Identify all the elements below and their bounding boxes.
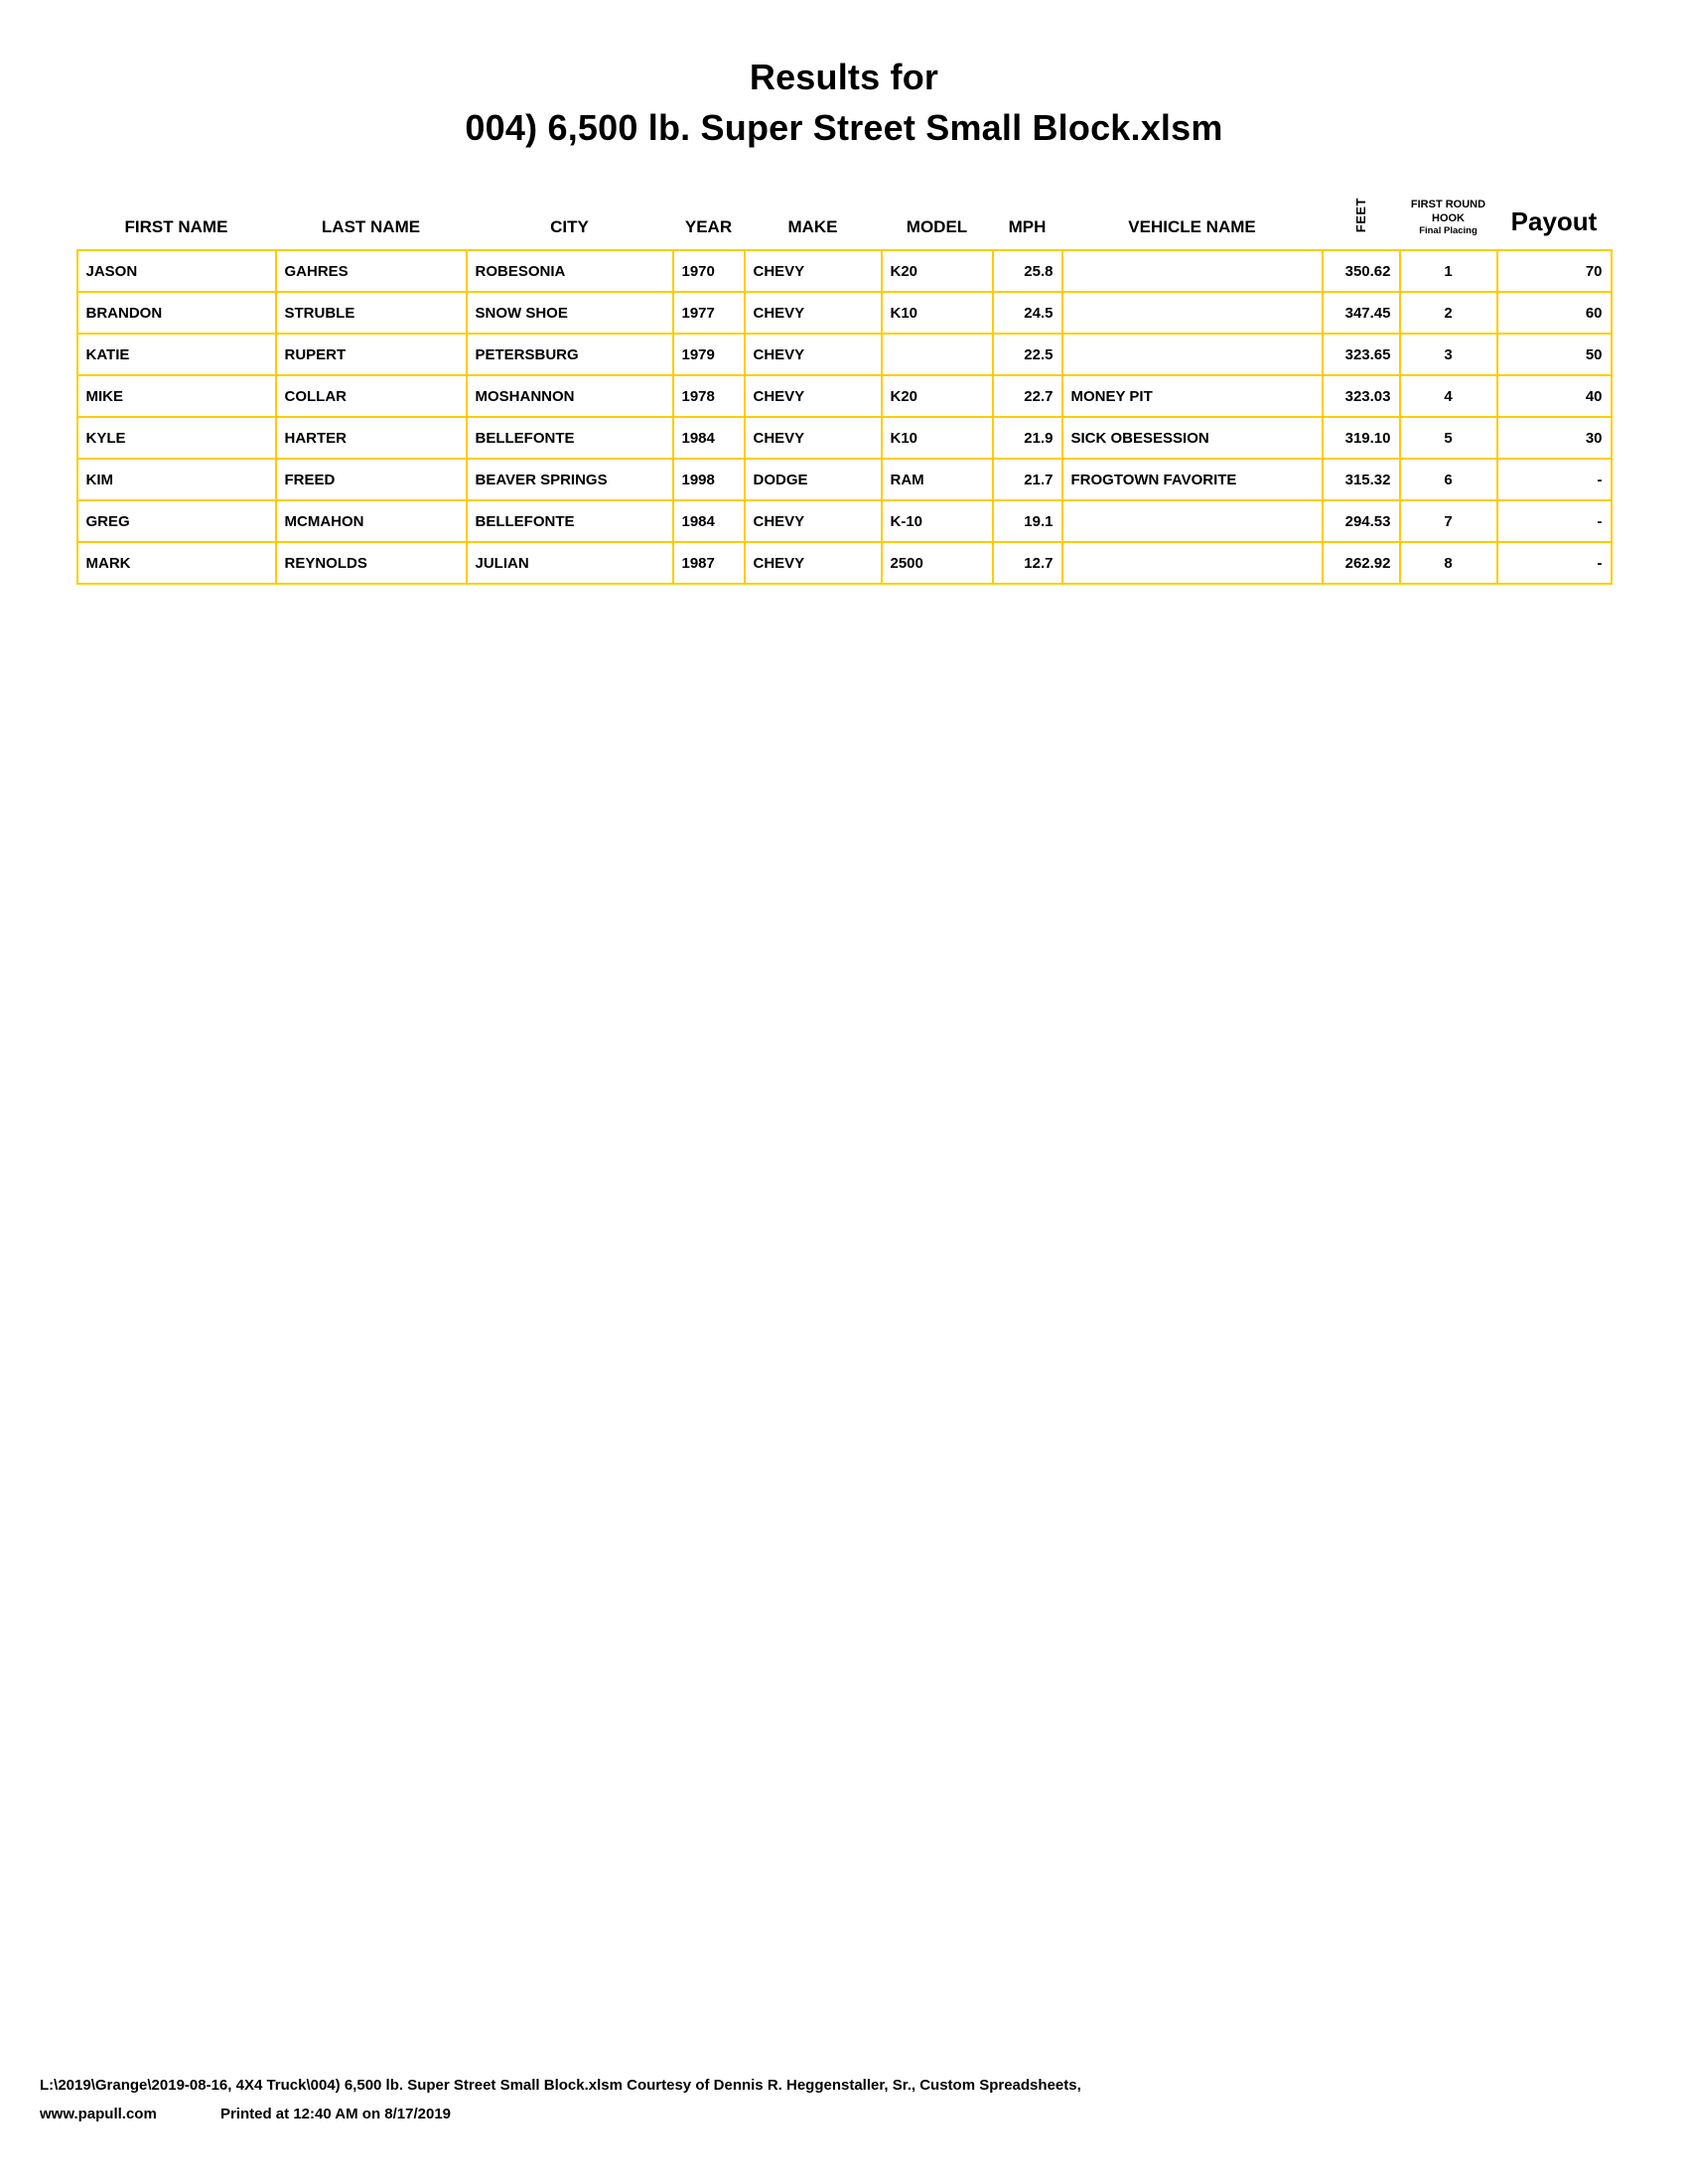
cell-last-name: GAHRES	[276, 250, 467, 292]
table-body	[77, 250, 1612, 584]
cell-model: K-10	[882, 500, 993, 542]
cell-first-name: KATIE	[77, 334, 276, 375]
cell-payout: 50	[1497, 334, 1612, 375]
column-header-mph: MPH	[1008, 217, 1047, 237]
cell-first-name: KIM	[77, 459, 276, 500]
cell-feet: 323.65	[1323, 334, 1400, 375]
column-header-feet	[1323, 198, 1400, 250]
cell-model: RAM	[882, 459, 993, 500]
table-row	[77, 250, 1612, 292]
cell-feet: 323.03	[1323, 375, 1400, 417]
cell-mph: 19.1	[993, 500, 1062, 542]
cell-first-round-hook: 7	[1400, 500, 1497, 542]
cell-feet: 319.10	[1323, 417, 1400, 459]
table-row	[77, 459, 1612, 500]
column-header-model: MODEL	[906, 217, 968, 237]
cell-first-name: BRANDON	[77, 292, 276, 334]
cell-model: K10	[882, 292, 993, 334]
cell-city: MOSHANNON	[467, 375, 673, 417]
column-header-hook-text	[1400, 199, 1497, 237]
cell-city: BELLEFONTE	[467, 500, 673, 542]
cell-year: 1977	[673, 292, 745, 334]
cell-make: CHEVY	[745, 292, 882, 334]
cell-mph: 25.8	[993, 250, 1062, 292]
table-row	[77, 542, 1612, 584]
page-footer	[40, 2072, 1081, 2128]
cell-mph: 24.5	[993, 292, 1062, 334]
cell-first-round-hook: 1	[1400, 250, 1497, 292]
cell-make: CHEVY	[745, 334, 882, 375]
cell-vehicle-name	[1062, 334, 1323, 375]
cell-model: K10	[882, 417, 993, 459]
cell-city: BEAVER SPRINGS	[467, 459, 673, 500]
cell-vehicle-name	[1062, 542, 1323, 584]
cell-payout: 60	[1497, 292, 1612, 334]
column-header-vehicle-name: VEHICLE NAME	[1128, 217, 1256, 237]
table-header	[77, 198, 1612, 250]
cell-first-round-hook: 5	[1400, 417, 1497, 459]
cell-model: K20	[882, 375, 993, 417]
cell-feet: 347.45	[1323, 292, 1400, 334]
cell-last-name: HARTER	[276, 417, 467, 459]
cell-first-name: MARK	[77, 542, 276, 584]
cell-vehicle-name: MONEY PIT	[1062, 375, 1323, 417]
cell-make: CHEVY	[745, 417, 882, 459]
cell-make: CHEVY	[745, 542, 882, 584]
cell-city: SNOW SHOE	[467, 292, 673, 334]
table-row	[77, 292, 1612, 334]
cell-make: CHEVY	[745, 500, 882, 542]
title-line-2: 004) 6,500 lb. Super Street Small Block.xlsm	[465, 107, 1223, 148]
hook-line-1: FIRST ROUND	[1410, 198, 1486, 210]
cell-feet: 294.53	[1323, 500, 1400, 542]
cell-vehicle-name	[1062, 500, 1323, 542]
column-header-first-name: FIRST NAME	[124, 217, 228, 237]
cell-vehicle-name	[1062, 292, 1323, 334]
footer-printed-timestamp: Printed at 12:40 AM on 8/17/2019	[219, 2105, 452, 2122]
title-line-1: Results for	[749, 57, 939, 97]
cell-feet: 262.92	[1323, 542, 1400, 584]
column-header-make: MAKE	[787, 217, 838, 237]
cell-payout: 40	[1497, 375, 1612, 417]
cell-feet: 315.32	[1323, 459, 1400, 500]
cell-mph: 21.9	[993, 417, 1062, 459]
cell-year: 1987	[673, 542, 745, 584]
results-table	[76, 198, 1613, 585]
column-header-city: CITY	[550, 217, 589, 237]
cell-first-round-hook: 2	[1400, 292, 1497, 334]
cell-last-name: REYNOLDS	[276, 542, 467, 584]
cell-make: CHEVY	[745, 250, 882, 292]
table-row	[77, 375, 1612, 417]
cell-first-name: MIKE	[77, 375, 276, 417]
cell-vehicle-name: FROGTOWN FAVORITE	[1062, 459, 1323, 500]
column-header-feet-label: FEET	[1353, 198, 1368, 233]
page-title	[40, 0, 1648, 150]
footer-website: www.papull.com	[40, 2105, 157, 2122]
cell-city: PETERSBURG	[467, 334, 673, 375]
cell-year: 1979	[673, 334, 745, 375]
footer-path-line: L:\2019\Grange\2019-08-16, 4X4 Truck\004) 6,500 lb. Super Street Small Block.xlsm Courtesy of Dennis R. Heggenstaller, Sr., Custom Spreadsheets,	[40, 2077, 1081, 2094]
cell-mph: 22.5	[993, 334, 1062, 375]
table-header-row	[77, 198, 1612, 250]
cell-city: BELLEFONTE	[467, 417, 673, 459]
cell-model: K20	[882, 250, 993, 292]
cell-year: 1984	[673, 500, 745, 542]
column-header-year: YEAR	[684, 217, 733, 237]
cell-payout: 70	[1497, 250, 1612, 292]
table-row	[77, 417, 1612, 459]
cell-last-name: RUPERT	[276, 334, 467, 375]
cell-year: 1970	[673, 250, 745, 292]
cell-mph: 21.7	[993, 459, 1062, 500]
cell-payout: -	[1497, 500, 1612, 542]
cell-first-round-hook: 8	[1400, 542, 1497, 584]
cell-city: ROBESONIA	[467, 250, 673, 292]
cell-last-name: STRUBLE	[276, 292, 467, 334]
cell-first-name: JASON	[77, 250, 276, 292]
cell-model: 2500	[882, 542, 993, 584]
hook-line-2: HOOK	[1432, 211, 1465, 224]
column-header-first-round-hook	[1400, 198, 1497, 250]
cell-mph: 12.7	[993, 542, 1062, 584]
cell-make: CHEVY	[745, 375, 882, 417]
cell-vehicle-name: SICK OBESESSION	[1062, 417, 1323, 459]
cell-year: 1998	[673, 459, 745, 500]
cell-payout: 30	[1497, 417, 1612, 459]
cell-make: DODGE	[745, 459, 882, 500]
cell-first-name: GREG	[77, 500, 276, 542]
hook-line-3: Final Placing	[1419, 225, 1477, 237]
cell-last-name: FREED	[276, 459, 467, 500]
column-header-payout	[1497, 198, 1612, 250]
cell-first-name: KYLE	[77, 417, 276, 459]
cell-last-name: MCMAHON	[276, 500, 467, 542]
table-row	[77, 334, 1612, 375]
cell-first-round-hook: 4	[1400, 375, 1497, 417]
footer-second-line	[40, 2101, 1081, 2129]
cell-city: JULIAN	[467, 542, 673, 584]
cell-payout: -	[1497, 459, 1612, 500]
column-header-last-name: LAST NAME	[321, 217, 421, 237]
cell-last-name: COLLAR	[276, 375, 467, 417]
cell-year: 1984	[673, 417, 745, 459]
column-header-payout-label: Payout	[1510, 206, 1598, 237]
table-row	[77, 500, 1612, 542]
cell-vehicle-name	[1062, 250, 1323, 292]
cell-first-round-hook: 6	[1400, 459, 1497, 500]
cell-payout: -	[1497, 542, 1612, 584]
cell-first-round-hook: 3	[1400, 334, 1497, 375]
cell-feet: 350.62	[1323, 250, 1400, 292]
cell-year: 1978	[673, 375, 745, 417]
cell-model	[882, 334, 993, 375]
cell-mph: 22.7	[993, 375, 1062, 417]
